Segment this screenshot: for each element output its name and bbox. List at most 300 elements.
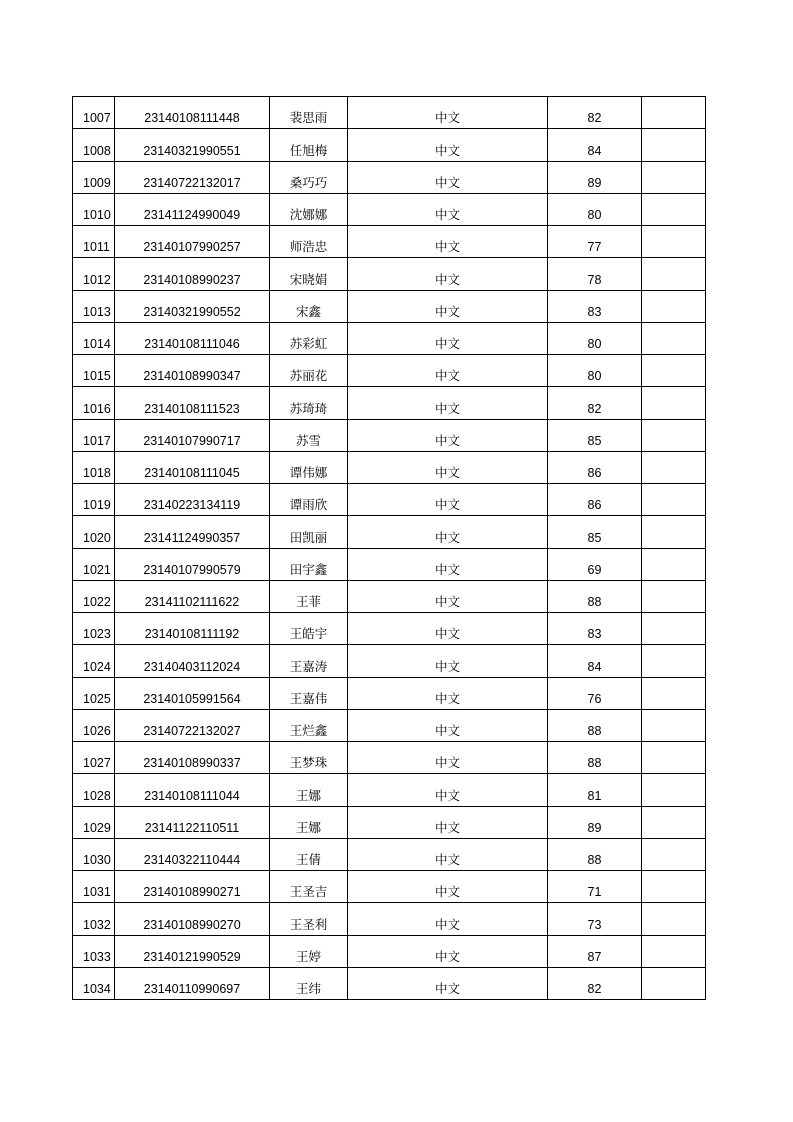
name-cell-text: 宋晓娟 (289, 271, 328, 287)
subject-cell (348, 387, 548, 419)
name-cell (270, 516, 348, 548)
score-table (72, 96, 706, 1000)
exam-id-cell-text: 23140108111523 (144, 401, 240, 416)
name-cell (270, 322, 348, 354)
seq-cell-text: 1010 (83, 208, 111, 222)
subject-cell-text: 中文 (434, 916, 460, 932)
name-cell (270, 161, 348, 193)
score-cell-text: 85 (587, 433, 602, 448)
exam-id-cell-text: 23140223134119 (143, 498, 241, 513)
seq-cell (73, 451, 115, 483)
subject-cell (348, 613, 548, 645)
note-cell (642, 161, 706, 193)
score-cell-text: 83 (587, 304, 602, 319)
score-cell (548, 774, 642, 806)
name-cell-text: 王圣利 (289, 916, 328, 932)
score-cell-text: 80 (587, 369, 602, 384)
score-cell (548, 742, 642, 774)
subject-cell (348, 129, 548, 161)
subject-cell-text: 中文 (434, 142, 460, 158)
score-cell (548, 967, 642, 999)
seq-cell (73, 290, 115, 322)
score-cell (548, 129, 642, 161)
table-row (73, 226, 706, 258)
subject-cell (348, 97, 548, 129)
note-cell (642, 903, 706, 935)
exam-id-cell-text: 23140107990579 (143, 562, 241, 577)
name-cell (270, 903, 348, 935)
seq-cell-text: 1024 (83, 659, 111, 674)
subject-cell (348, 645, 548, 677)
note-cell (642, 935, 706, 967)
score-cell (548, 161, 642, 193)
note-cell (642, 193, 706, 225)
note-cell (642, 871, 706, 903)
table-row (73, 290, 706, 322)
subject-cell-text: 中文 (434, 819, 460, 835)
note-cell (642, 580, 706, 612)
subject-cell-text: 中文 (434, 271, 460, 287)
score-cell (548, 355, 642, 387)
seq-cell (73, 580, 115, 612)
name-cell (270, 709, 348, 741)
seq-cell (73, 193, 115, 225)
seq-cell-text: 1028 (83, 788, 111, 803)
seq-cell-text: 1013 (83, 304, 111, 319)
table-row (73, 193, 706, 225)
table-row (73, 451, 706, 483)
score-cell-text: 77 (587, 240, 602, 255)
subject-cell-text: 中文 (434, 626, 460, 642)
exam-id-cell-text: 23141122110511 (144, 820, 240, 835)
name-cell (270, 742, 348, 774)
subject-cell (348, 806, 548, 838)
subject-cell-text: 中文 (434, 723, 460, 738)
table-row (73, 613, 706, 645)
score-cell (548, 451, 642, 483)
note-cell (642, 516, 706, 548)
exam-id-cell (115, 967, 270, 999)
subject-cell-text: 中文 (434, 336, 460, 351)
subject-cell (348, 258, 548, 290)
name-cell (270, 258, 348, 290)
seq-cell (73, 161, 115, 193)
table-row (73, 967, 706, 999)
exam-id-cell (115, 322, 270, 354)
name-cell-text: 王梦珠 (289, 755, 328, 771)
exam-id-cell-text: 23141102111622 (144, 595, 240, 609)
note-cell (642, 645, 706, 677)
score-cell (548, 677, 642, 709)
name-cell-text: 王纬 (295, 981, 321, 996)
exam-id-cell-text: 23140108111046 (144, 337, 240, 351)
subject-cell-text: 中文 (434, 432, 460, 448)
score-cell (548, 838, 642, 870)
name-cell-text: 王圣吉 (289, 884, 328, 900)
note-cell (642, 677, 706, 709)
note-cell (642, 742, 706, 774)
name-cell (270, 484, 348, 516)
score-cell-text: 84 (587, 659, 602, 674)
note-cell (642, 226, 706, 258)
table-row (73, 355, 706, 387)
subject-cell (348, 322, 548, 354)
seq-cell-text: 1015 (83, 369, 111, 384)
score-cell (548, 903, 642, 935)
exam-id-cell-text: 23141124990357 (143, 530, 241, 545)
note-cell (642, 387, 706, 419)
subject-cell-text: 中文 (434, 174, 460, 190)
exam-id-cell (115, 419, 270, 451)
seq-cell (73, 387, 115, 419)
name-cell (270, 935, 348, 967)
seq-cell (73, 935, 115, 967)
seq-cell-text: 1034 (83, 982, 111, 996)
subject-cell-text: 中文 (434, 852, 460, 867)
subject-cell-text: 中文 (434, 207, 460, 222)
table-row (73, 387, 706, 419)
seq-cell-text: 1014 (83, 337, 111, 351)
exam-id-cell (115, 258, 270, 290)
name-cell (270, 677, 348, 709)
table-row (73, 871, 706, 903)
seq-cell-text: 1031 (83, 885, 111, 900)
exam-id-cell-text: 23140322110444 (143, 853, 241, 867)
seq-cell-text: 1016 (83, 401, 111, 416)
score-cell (548, 290, 642, 322)
subject-cell-text: 中文 (434, 755, 460, 771)
subject-cell (348, 903, 548, 935)
exam-id-cell (115, 290, 270, 322)
name-cell (270, 290, 348, 322)
table-row (73, 548, 706, 580)
table-row (73, 516, 706, 548)
exam-id-cell (115, 871, 270, 903)
name-cell (270, 838, 348, 870)
seq-cell-text: 1026 (83, 724, 111, 738)
table-row (73, 677, 706, 709)
score-cell-text: 73 (587, 917, 602, 932)
name-cell-text: 王嘉伟 (289, 690, 328, 706)
name-cell (270, 387, 348, 419)
exam-id-cell (115, 451, 270, 483)
subject-cell (348, 742, 548, 774)
score-cell (548, 193, 642, 225)
table-row (73, 419, 706, 451)
subject-cell-text: 中文 (434, 594, 460, 609)
name-cell-text: 田凯丽 (289, 529, 328, 545)
exam-id-cell-text: 23140403112024 (143, 659, 241, 674)
name-cell-text: 任旭梅 (289, 142, 328, 158)
name-cell-text: 谭伟娜 (289, 465, 328, 480)
score-cell (548, 709, 642, 741)
score-cell (548, 871, 642, 903)
subject-cell-text: 中文 (434, 658, 460, 674)
exam-id-cell-text: 23140108111192 (144, 627, 240, 642)
note-cell-text (642, 996, 705, 999)
score-cell (548, 516, 642, 548)
score-cell-text: 88 (587, 756, 602, 771)
subject-cell-text: 中文 (434, 787, 460, 803)
score-cell-text: 84 (587, 143, 602, 158)
score-cell-text: 87 (587, 949, 602, 964)
name-cell (270, 226, 348, 258)
exam-id-cell (115, 387, 270, 419)
exam-id-cell-text: 23140121990529 (143, 949, 241, 964)
score-cell-text: 86 (587, 466, 602, 480)
score-cell-text: 82 (587, 111, 602, 126)
seq-cell (73, 645, 115, 677)
name-cell-text: 裴思雨 (289, 110, 328, 126)
subject-cell-text: 中文 (434, 497, 460, 513)
table-row (73, 774, 706, 806)
table-row (73, 903, 706, 935)
score-cell (548, 548, 642, 580)
table-row (73, 129, 706, 161)
score-cell-text: 86 (587, 498, 602, 513)
table-row (73, 97, 706, 129)
name-cell (270, 967, 348, 999)
exam-id-cell (115, 613, 270, 645)
subject-cell (348, 419, 548, 451)
note-cell (642, 806, 706, 838)
name-cell (270, 806, 348, 838)
subject-cell-text: 中文 (434, 981, 460, 996)
score-cell-text: 76 (587, 691, 602, 706)
exam-id-cell (115, 903, 270, 935)
subject-cell (348, 193, 548, 225)
score-cell-text: 78 (587, 272, 602, 287)
seq-cell-text: 1027 (83, 756, 111, 771)
name-cell (270, 645, 348, 677)
subject-cell (348, 709, 548, 741)
subject-cell-text: 中文 (434, 529, 460, 545)
seq-cell (73, 484, 115, 516)
exam-id-cell-text: 23140108111448 (144, 111, 240, 126)
note-cell (642, 355, 706, 387)
score-cell-text: 89 (587, 175, 602, 190)
seq-cell (73, 806, 115, 838)
seq-cell-text: 1033 (83, 949, 111, 964)
score-cell (548, 935, 642, 967)
subject-cell-text: 中文 (434, 110, 460, 126)
score-cell-text: 88 (587, 595, 602, 609)
seq-cell (73, 419, 115, 451)
name-cell-text: 桑巧巧 (289, 174, 328, 190)
exam-id-cell-text: 23140108990270 (143, 917, 241, 932)
name-cell-text: 王嘉涛 (289, 658, 328, 674)
exam-id-cell-text: 23140108990237 (143, 272, 241, 287)
table-row (73, 935, 706, 967)
name-cell-text: 王娜 (295, 787, 321, 803)
exam-id-cell-text: 23140110990697 (143, 982, 241, 996)
score-table-body (73, 97, 706, 1000)
table-row (73, 645, 706, 677)
name-cell (270, 419, 348, 451)
subject-cell (348, 935, 548, 967)
exam-id-cell (115, 355, 270, 387)
table-row (73, 742, 706, 774)
seq-cell-text: 1021 (83, 562, 111, 577)
subject-cell (348, 871, 548, 903)
subject-cell-text: 中文 (434, 690, 460, 706)
seq-cell (73, 838, 115, 870)
score-cell (548, 97, 642, 129)
exam-id-cell-text: 23140107990257 (143, 240, 241, 255)
subject-cell (348, 226, 548, 258)
name-cell-text: 王皓宇 (289, 626, 328, 642)
subject-cell-text: 中文 (434, 884, 460, 900)
seq-cell-text: 1030 (83, 853, 111, 867)
name-cell (270, 613, 348, 645)
exam-id-cell-text: 23140108111044 (144, 788, 240, 803)
seq-cell (73, 613, 115, 645)
seq-cell-text: 1012 (83, 272, 111, 287)
exam-id-cell-text: 23140321990552 (143, 304, 241, 319)
name-cell (270, 355, 348, 387)
exam-id-cell-text: 23140108990271 (143, 885, 241, 900)
seq-cell-text: 1011 (83, 240, 110, 255)
score-cell-text: 71 (587, 885, 602, 900)
seq-cell-text: 1023 (83, 627, 111, 642)
exam-id-cell (115, 97, 270, 129)
note-cell (642, 322, 706, 354)
name-cell-text: 苏丽花 (289, 368, 328, 384)
name-cell-text: 田宇鑫 (289, 561, 328, 577)
name-cell (270, 129, 348, 161)
seq-cell-text: 1017 (83, 433, 111, 448)
seq-cell-text: 1029 (83, 820, 111, 835)
note-cell (642, 967, 706, 999)
note-cell (642, 290, 706, 322)
subject-cell-text: 中文 (434, 239, 460, 255)
seq-cell (73, 226, 115, 258)
seq-cell (73, 677, 115, 709)
exam-id-cell-text: 23140722132027 (143, 724, 241, 738)
exam-id-cell (115, 645, 270, 677)
note-cell (642, 548, 706, 580)
table-row (73, 258, 706, 290)
subject-cell (348, 290, 548, 322)
seq-cell-text: 1020 (83, 530, 111, 545)
exam-id-cell (115, 226, 270, 258)
score-cell-text: 88 (587, 853, 602, 867)
note-cell (642, 484, 706, 516)
table-row (73, 484, 706, 516)
exam-id-cell-text: 23140107990717 (143, 433, 241, 448)
seq-cell (73, 871, 115, 903)
score-cell (548, 419, 642, 451)
subject-cell-text: 中文 (434, 303, 460, 319)
name-cell-text: 谭雨欣 (289, 497, 328, 513)
score-cell (548, 258, 642, 290)
name-cell-text: 苏雪 (295, 432, 321, 448)
exam-id-cell-text: 23140108990337 (143, 756, 241, 771)
exam-id-cell-text: 23140105991564 (143, 691, 241, 706)
table-row (73, 580, 706, 612)
score-cell-text: 83 (587, 627, 602, 642)
score-cell (548, 645, 642, 677)
score-cell (548, 580, 642, 612)
exam-id-cell-text: 23140108111045 (144, 466, 240, 480)
score-cell (548, 613, 642, 645)
subject-cell (348, 838, 548, 870)
exam-id-cell (115, 806, 270, 838)
name-cell-text: 师浩忠 (289, 239, 328, 255)
seq-cell (73, 516, 115, 548)
seq-cell (73, 967, 115, 999)
seq-cell-text: 1025 (83, 691, 111, 706)
seq-cell (73, 97, 115, 129)
score-cell-text: 80 (587, 208, 602, 222)
note-cell (642, 838, 706, 870)
exam-id-cell-text: 23140321990551 (143, 143, 241, 158)
seq-cell (73, 903, 115, 935)
subject-cell-text: 中文 (434, 400, 460, 416)
seq-cell (73, 548, 115, 580)
name-cell (270, 193, 348, 225)
seq-cell (73, 355, 115, 387)
note-cell (642, 451, 706, 483)
exam-id-cell (115, 677, 270, 709)
table-row (73, 322, 706, 354)
subject-cell (348, 580, 548, 612)
table-row (73, 709, 706, 741)
score-cell-text: 88 (587, 724, 602, 738)
name-cell (270, 451, 348, 483)
exam-id-cell (115, 709, 270, 741)
subject-cell-text: 中文 (434, 561, 460, 577)
subject-cell (348, 967, 548, 999)
name-cell-text: 宋鑫 (295, 303, 321, 319)
score-cell-text: 80 (587, 337, 602, 351)
seq-cell-text: 1032 (83, 917, 111, 932)
exam-id-cell (115, 580, 270, 612)
seq-cell (73, 742, 115, 774)
note-cell (642, 97, 706, 129)
note-cell (642, 129, 706, 161)
exam-id-cell (115, 742, 270, 774)
name-cell-text: 王倩 (295, 852, 321, 867)
score-cell-text: 81 (587, 788, 602, 803)
exam-id-cell-text: 23140722132017 (143, 175, 241, 190)
name-cell-text: 苏彩虹 (289, 336, 328, 351)
name-cell-text: 王娜 (295, 819, 321, 835)
score-cell-text: 85 (587, 530, 602, 545)
name-cell (270, 97, 348, 129)
exam-id-cell (115, 484, 270, 516)
seq-cell-text: 1009 (83, 175, 111, 190)
name-cell (270, 871, 348, 903)
seq-cell (73, 709, 115, 741)
score-cell (548, 322, 642, 354)
score-cell (548, 226, 642, 258)
subject-cell (348, 484, 548, 516)
note-cell (642, 709, 706, 741)
note-cell (642, 613, 706, 645)
subject-cell (348, 548, 548, 580)
table-row (73, 806, 706, 838)
score-cell-text: 82 (587, 982, 602, 996)
subject-cell-text: 中文 (434, 368, 460, 384)
note-cell (642, 258, 706, 290)
name-cell (270, 774, 348, 806)
exam-id-cell (115, 935, 270, 967)
exam-id-cell (115, 838, 270, 870)
subject-cell (348, 677, 548, 709)
seq-cell (73, 258, 115, 290)
name-cell (270, 580, 348, 612)
